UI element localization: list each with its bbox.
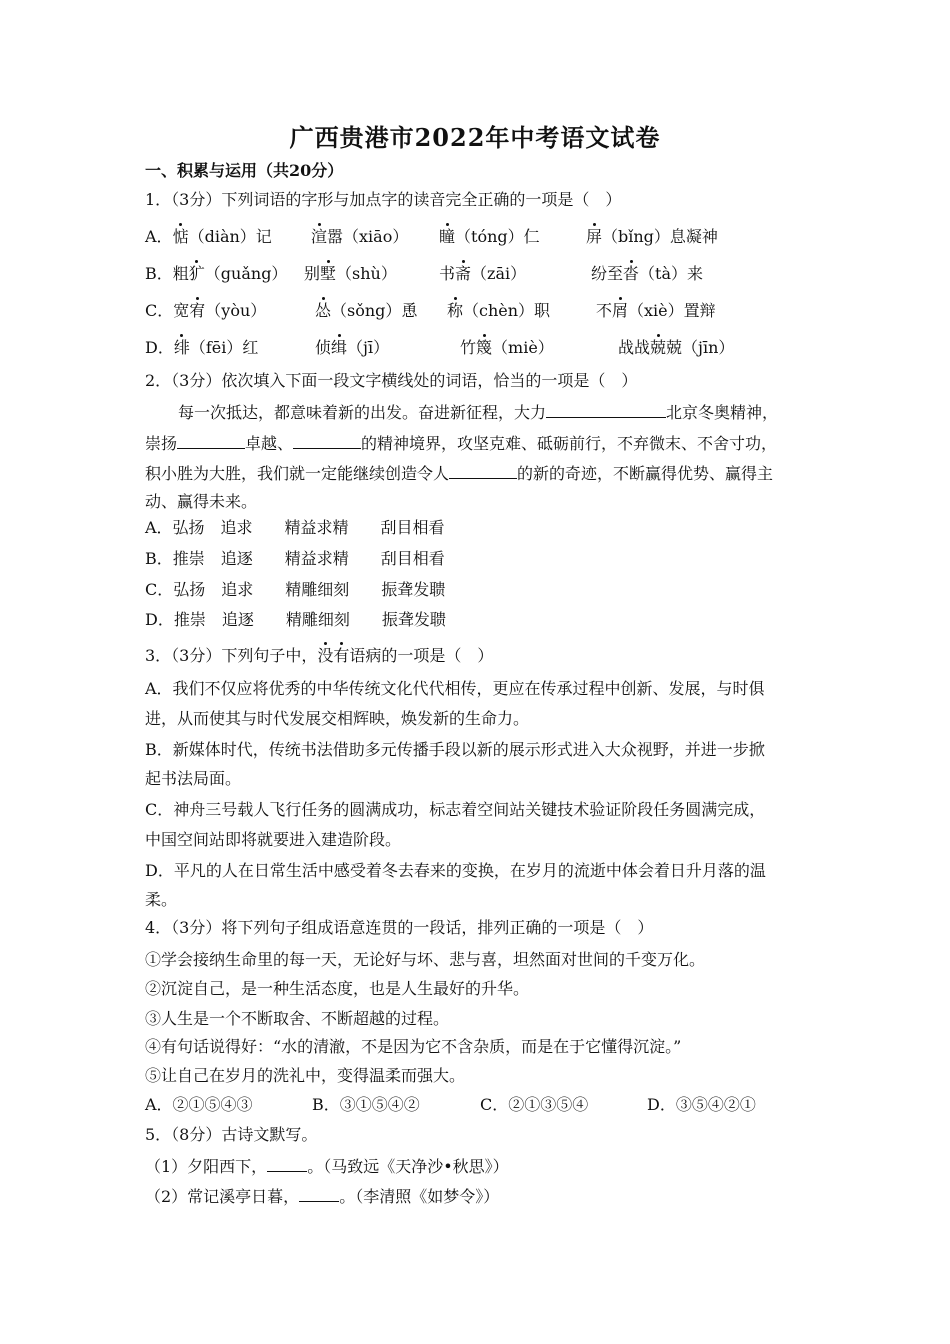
q1-option-c: C．宽宥（yòu） <box>145 301 267 320</box>
q2-passage-line-4: 动、赢得未来。 <box>145 492 258 511</box>
q2-option-c: C．弘扬 追求 精雕细刻 振聋发聩 <box>145 580 446 599</box>
q2-passage-line-3: 积小胜为大胜，我们就一定能继续创造令人 的新的奇迹，不断赢得优势、赢得主 <box>145 464 774 483</box>
q4-sentence-4: ④有句话说得好：“水的清澈，不是因为它不含杂质，而是在于它懂得沉淀。” <box>145 1037 682 1056</box>
question-4-stem: 4．（3分）将下列句子组成语意连贯的一段话，排列正确的一项是（ ） <box>145 918 654 937</box>
q4-option-d: D．③⑤④②① <box>647 1095 756 1114</box>
page-title: 广西贵港市2022年中考语文试卷 <box>289 123 661 152</box>
question-2-stem: 2．（3分）依次填入下面一段文字横线处的词语，恰当的一项是（ ） <box>145 371 638 390</box>
question-3-stem: 3．（3分）下列句子中，没有语病的一项是（ ） <box>145 646 494 665</box>
exam-page: 广西贵港市2022年中考语文试卷 一、积累与运用（共20分） 1．（3分）下列词语的字形与加点字的读音完全正确的一项是（ ） A．惦（diàn）记 渲嚣（xiāo） 瞳（tóng）仁 屏（bǐng）息凝神 B．粗犷（guǎng） 别墅（shù） 书斋（zāi） 纷至沓（tà）来 C．宽宥（yòu） 怂（sǒng）恿 称（chèn）职 不屑（xiè）置辩 D．绯（fēi）红 侦缉（jī） 竹篾（miè） 战战兢兢（jīn） 2．（3分）依次填入下面一段文字横线处的词语，恰当的一项是（ ） 每一次抵达，都意味着新的出发。奋进新征程，大力 北京冬奥精神， 崇扬 卓越、 的精神境界，攻坚克难、砥砺前行，不弃微末、不舍寸功， 积小胜为大胜，我们就一定能继续创造令人 的新的奇迹，不断赢得优势、赢得主 动、赢得未来。 A．弘扬 追求 精益求精 刮目相看 B．推崇 追逐 精益求精 刮目相看 C．弘扬 追求 精雕细刻 振聋发聩 D．推崇 追逐 精雕细刻 振聋发聩 3．（3分）下列句子中，没有语病的一项是（ ） A．我们不仅应将优秀的中华传统文化代代相传，更应在传承过程中创新、发展，与时俱 进，从而使其与时代发展交相辉映，焕发新的生命力。 B．新媒体时代，传统书法借助多元传播手段以新的展示形式进入大众视野，并进一步掀 起书法局面。 C．神舟三号载人飞行任务的圆满成功，标志着空间站关键技术验证阶段任务圆满完成， 中国空间站即将就要进入建造阶段。 D．平凡的人在日常生活中感受着冬去春来的变换，在岁月的流逝中体会着日升月落的温 柔。 4．（3分）将下列句子组成语意连贯的一段话，排列正确的一项是（ ） ①学会接纳生命里的每一天，无论好与坏、悲与喜，坦然面对世间的千变万化。 ②沉淀自己，是一种生活态度，也是人生最好的升华。 ③人生是一个不断取舍、不断超越的过程。 ④有句话说得好：“水的清澈，不是因为它不含杂质，而是在于它懂得沉淀。” ⑤让自己在岁月的洗礼中，变得温柔而强大。 A．②①⑤④③ B．③①⑤④② C．②①③⑤④ D．③⑤④②① 5．（8分）古诗文默写。 （1）夕阳西下， 。（马致远《天净沙•秋思》） （2）常记溪亭日暮， 。（李清照《如梦令》） <box>0 0 950 1344</box>
q1-option-a: A．惦（diàn）记 <box>145 227 272 246</box>
question-5-stem: 5．（8分）古诗文默写。 <box>145 1125 318 1144</box>
fill-blank <box>299 1185 339 1202</box>
q2-passage-line-1: 每一次抵达，都意味着新的出发。奋进新征程，大力 北京冬奥精神， <box>178 403 779 422</box>
q3-option-d-line-1: D．平凡的人在日常生活中感受着冬去春来的变换，在岁月的流逝中体会着日升月落的温 <box>145 861 766 880</box>
q3-option-d-line-2: 柔。 <box>145 890 178 909</box>
q2-option-d: D．推崇 追逐 精雕细刻 振聋发聩 <box>145 610 446 629</box>
q1-option-d: D．绯（fēi）红 <box>145 338 259 357</box>
q4-option-c: C．②①③⑤④ <box>480 1095 589 1114</box>
q4-option-a: A．②①⑤④③ <box>145 1095 253 1114</box>
q2-option-b: B．推崇 追逐 精益求精 刮目相看 <box>145 549 445 568</box>
fill-blank <box>546 401 666 418</box>
q3-option-c-line-2: 中国空间站即将就要进入建造阶段。 <box>145 830 402 849</box>
q3-option-a-line-1: A．我们不仅应将优秀的中华传统文化代代相传，更应在传承过程中创新、发展，与时俱 <box>145 679 765 698</box>
fill-blank <box>267 1155 307 1172</box>
q4-sentence-5: ⑤让自己在岁月的洗礼中，变得温柔而强大。 <box>145 1066 466 1085</box>
q4-sentence-2: ②沉淀自己，是一种生活态度，也是人生最好的升华。 <box>145 979 530 998</box>
q4-sentence-3: ③人生是一个不断取舍、不断超越的过程。 <box>145 1009 450 1028</box>
fill-blank <box>177 432 245 449</box>
q5-item-2: （2）常记溪亭日暮， 。（李清照《如梦令》） <box>145 1187 500 1206</box>
q3-option-b-line-1: B．新媒体时代，传统书法借助多元传播手段以新的展示形式进入大众视野，并进一步掀 <box>145 740 765 759</box>
q1-option-b: B．粗犷（guǎng） <box>145 264 288 283</box>
q3-option-c-line-1: C．神舟三号载人飞行任务的圆满成功，标志着空间站关键技术验证阶段任务圆满完成， <box>145 800 766 819</box>
question-1-stem: 1．（3分）下列词语的字形与加点字的读音完全正确的一项是（ ） <box>145 190 622 209</box>
fill-blank <box>449 462 517 479</box>
q4-option-b: B．③①⑤④② <box>312 1095 420 1114</box>
q3-option-a-line-2: 进，从而使其与时代发展交相辉映，焕发新的生命力。 <box>145 709 530 728</box>
fill-blank <box>293 432 361 449</box>
q5-item-1: （1）夕阳西下， 。（马致远《天净沙•秋思》） <box>145 1157 509 1176</box>
q2-passage-line-2: 崇扬 卓越、 的精神境界，攻坚克难、砥砺前行，不弃微末、不舍寸功， <box>145 434 778 453</box>
q2-option-a: A．弘扬 追求 精益求精 刮目相看 <box>145 518 445 537</box>
q3-option-b-line-2: 起书法局面。 <box>145 769 242 788</box>
q4-sentence-1: ①学会接纳生命里的每一天，无论好与坏、悲与喜，坦然面对世间的千变万化。 <box>145 950 706 969</box>
section-heading: 一、积累与运用（共20分） <box>145 161 344 180</box>
